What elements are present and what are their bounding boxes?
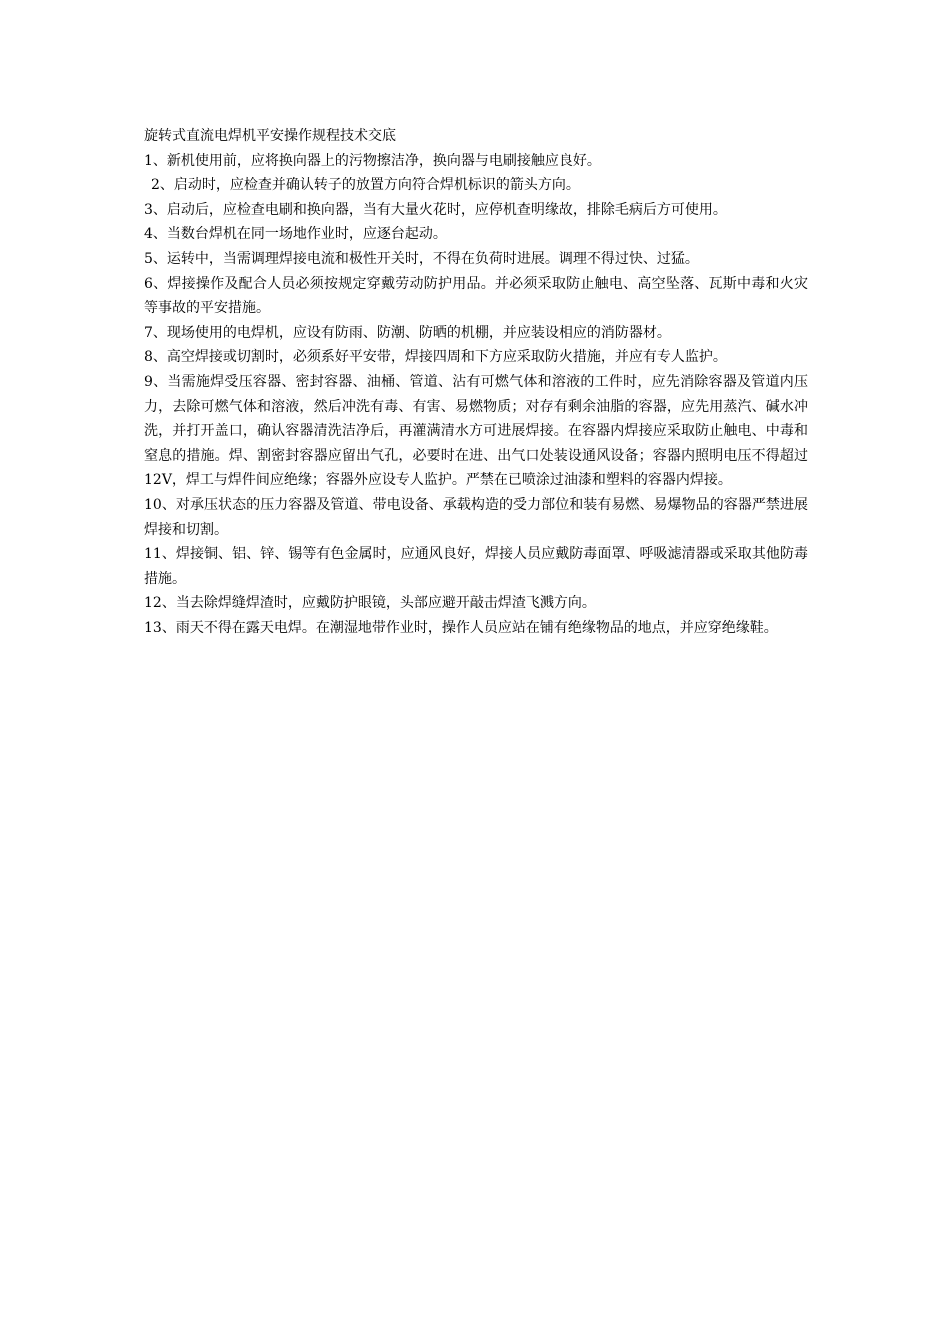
document-body <box>144 124 808 640</box>
rule-item-6: 6、焊接操作及配合人员必须按规定穿戴劳动防护用品。并必须采取防止触电、高空坠落、瓦斯中毒和火灾等事故的平安措施。 <box>144 275 808 317</box>
rule-item-13: 13、雨天不得在露天电焊。在潮湿地带作业时，操作人员应站在铺有绝缘物品的地点，并应穿绝缘鞋。 <box>144 619 778 636</box>
rule-item-3: 3、启动后，应检查电刷和换向器，当有大量火花时，应停机查明缘故，排除毛病后方可使用。 <box>144 201 727 218</box>
rule-item-8: 8、高空焊接或切割时，必须系好平安带，焊接四周和下方应采取防火措施，并应有专人监护。 <box>144 349 727 366</box>
rule-item-2: 2、启动时，应检查并确认转子的放置方向符合焊机标识的箭头方向。 <box>151 177 580 194</box>
rule-item-5: 5、运转中，当需调理焊接电流和极性开关时，不得在负荷时进展。调理不得过快、过猛。 <box>144 250 699 267</box>
rule-item-11: 11、焊接铜、铝、锌、锡等有色金属时，应通风良好，焊接人员应戴防毒面罩、呼吸滤清器或采取其他防毒措施。 <box>144 546 808 587</box>
document-title: 旋转式直流电焊机平安操作规程技术交底 <box>144 128 396 144</box>
rule-item-7: 7、现场使用的电焊机，应设有防雨、防潮、防晒的机棚，并应装设相应的消防器材。 <box>144 324 671 341</box>
rule-item-4: 4、当数台焊机在同一场地作业时，应逐台起动。 <box>144 226 447 243</box>
rule-item-12: 12、当去除焊缝焊渣时，应戴防护眼镜，头部应避开敲击焊渣飞溅方向。 <box>144 595 596 612</box>
rule-item-1: 1、新机使用前，应将换向器上的污物擦洁净，换向器与电刷接触应良好。 <box>144 152 601 169</box>
rule-item-10: 10、对承压状态的压力容器及管道、带电设备、承载构造的受力部位和装有易燃、易爆物品的容器严禁进展焊接和切割。 <box>144 496 808 538</box>
rule-item-9: 9、当需施焊受压容器、密封容器、油桶、管道、沾有可燃气体和溶液的工件时，应先消除容器及管道内压力，去除可燃气体和溶液，然后冲洗有毒、有害、易燃物质；对存有剩余油脂的容器，应先用蒸汽、碱水冲洗，并打开盖口，确认容器清洗洁净后，再灌满清水方可进展焊接。在容器内焊接应采取防止触电、中毒和窒息的措施。焊、割密封容器应留出气孔，必要时在进、出气口处装设通风设备；容器内照明电压不得超过 12V，焊工与焊件间应绝缘；容器外应设专人监护。严禁在已喷涂过油漆和塑料的容器内焊接。 <box>144 373 808 489</box>
